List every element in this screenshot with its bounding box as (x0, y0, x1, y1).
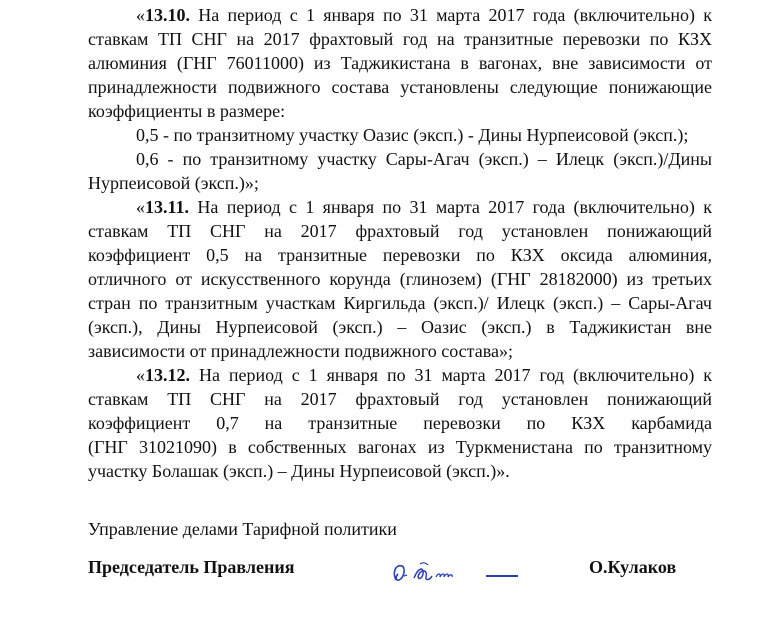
item-13-10-line-2: ставкам ТП СНГ на 2017 фрахтовый год на транзитные перевозки по КЗХ (88, 29, 712, 49)
item-13-12-line-5: участку Болашак (эксп.) – Дины Нурпеисовой (эксп.)». (88, 461, 510, 481)
item-number: 13.11. (145, 197, 190, 217)
department-name: Управление делами Тарифной политики (88, 519, 397, 539)
signatory-title: Председатель Правления (88, 557, 295, 577)
item-13-11-line-4: отличного от искусственного корунда (глинозем) (ГНГ 28182000) из третьих (88, 269, 712, 289)
item-13-10-line-7: 0,6 - по транзитному участку Сары-Агач (эксп.) – Илецк (эксп.)/Дины (136, 149, 712, 169)
item-13-10-line-8: Нурпеисовой (эксп.)»; (88, 173, 259, 193)
item-13-12-line-3: коэффициент 0,7 на транзитные перевозки по КЗХ карбамида (88, 413, 712, 433)
signatory-name: О.Кулаков (589, 557, 677, 577)
item-13-11-line-7: зависимости от принадлежности подвижного состава»; (88, 341, 513, 361)
item-13-10-line-3: алюминия (ГНГ 76011000) из Таджикистана в вагонах, вне зависимости от (88, 53, 712, 73)
item-number: 13.12. (145, 365, 190, 385)
item-13-11-line-1: «13.11. На период с 1 января по 31 марта 2017 года (включительно) к (136, 197, 712, 217)
item-13-11-line-6: (эксп.), Дины Нурпеисовой (эксп.) – Оазис (эксп.) в Таджикистан вне (88, 317, 712, 337)
item-13-11-line-5: стран по транзитным участкам Киргильда (эксп.)/ Илецк (эксп.) – Сары-Агач (88, 293, 712, 313)
item-13-10-line-4: принадлежности подвижного состава установлены следующие понижающие (88, 77, 712, 97)
signature-image (390, 558, 525, 588)
item-number: 13.10. (145, 5, 190, 25)
item-13-12-line-4: (ГНГ 31021090) в собственных вагонах из Туркменистана по транзитному (88, 437, 712, 457)
item-13-10-line-6: 0,5 - по транзитному участку Оазис (эксп.) - Дины Нурпеисовой (эксп.); (136, 125, 689, 145)
item-13-12-line-1: «13.12. На период с 1 января по 31 марта 2017 год (включительно) к (136, 365, 712, 385)
item-13-10-line-5: коэффициенты в размере: (88, 101, 286, 121)
item-13-10-line-1: «13.10. На период с 1 января по 31 марта 2017 года (включительно) к (136, 5, 712, 25)
item-13-11-line-3: коэффициент 0,5 на транзитные перевозки по КЗХ оксида алюминия, (88, 245, 712, 265)
item-13-11-line-2: ставкам ТП СНГ на 2017 фрахтовый год установлен понижающий (88, 221, 712, 241)
item-13-12-line-2: ставкам ТП СНГ на 2017 фрахтовый год установлен понижающий (88, 389, 712, 409)
